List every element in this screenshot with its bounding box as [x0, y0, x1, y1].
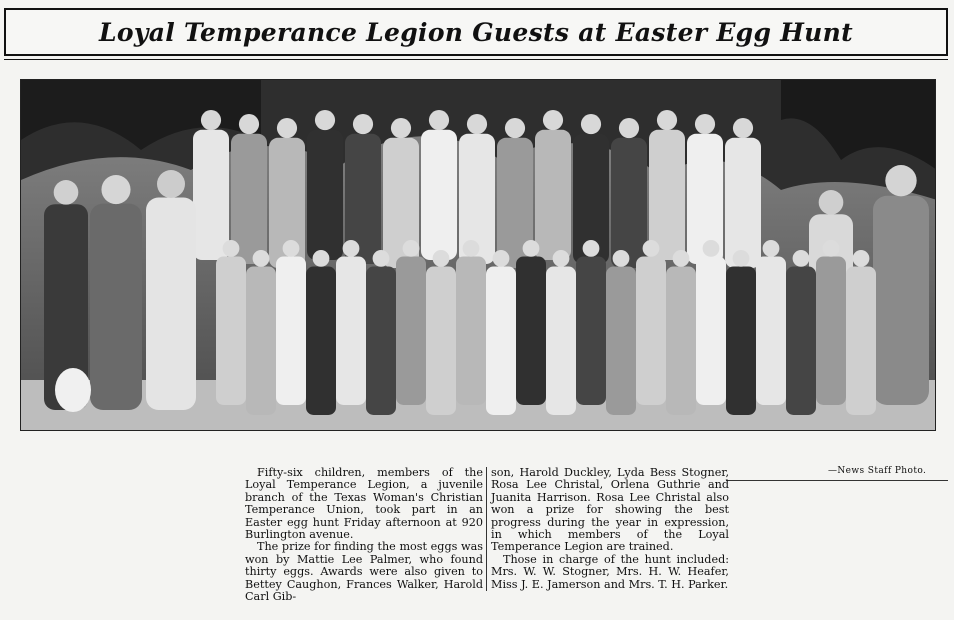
- headline: Loyal Temperance Legion Guests at Easter Egg Hunt: [99, 17, 853, 47]
- photo-figure: [456, 240, 486, 405]
- photo-figure: [306, 250, 336, 415]
- photo-figure: [696, 240, 726, 405]
- photo-figure: [649, 110, 685, 260]
- photo-figure: [426, 250, 456, 415]
- article-paragraph: Fifty-six children, members of the Loyal Temperance Legion, a juvenile branch of the Texas Woman's Christian Temperance Union, took part in an Easter egg hunt Friday afternoon at 920 Burlington avenue.: [245, 466, 483, 542]
- photo-figure: [816, 240, 846, 405]
- group-photo: [20, 79, 936, 431]
- group-photo-illustration: [21, 80, 936, 431]
- photo-figure: [666, 250, 696, 415]
- photo-figure: [786, 250, 816, 415]
- photo-figure: [726, 250, 756, 415]
- photo-figure: [336, 240, 366, 405]
- photo-figure: [486, 250, 516, 415]
- photo-figure: [459, 114, 495, 264]
- article-paragraph: Those in charge of the hunt included: Mrs. W. W. Stogner, Mrs. H. W. Heafer, Miss J. E. Jamerson and Mrs. T. H. Parker.: [491, 552, 729, 591]
- photo-figure: [421, 110, 457, 260]
- photo-figure: [307, 110, 343, 260]
- photo-credit: —News Staff Photo.: [828, 466, 927, 476]
- photo-figure: [366, 250, 396, 415]
- photo-figure: [687, 114, 723, 264]
- photo-figure: [756, 240, 786, 405]
- photo-figure: [611, 118, 647, 268]
- photo-figure: [193, 110, 229, 260]
- photo-figure: [276, 240, 306, 405]
- photo-figure: [546, 250, 576, 415]
- photo-dog: [55, 368, 91, 412]
- photo-figure: [535, 110, 571, 260]
- photo-figure: [576, 240, 606, 405]
- photo-figure: [725, 118, 761, 268]
- photo-figure: [606, 250, 636, 415]
- photo-figure: [636, 240, 666, 405]
- article-paragraph: The prize for finding the most eggs was won by Mattie Lee Palmer, who found thirty eggs. Awards were also given to Bettey Caughon, Frances Walker, Harold Carl Gib-: [245, 540, 483, 604]
- photo-figure: [846, 250, 876, 415]
- photo-figure: [146, 170, 196, 410]
- headline-banner: [4, 8, 948, 56]
- article-column-2: [486, 467, 729, 591]
- photo-figure: [246, 250, 276, 415]
- photo-figure: [396, 240, 426, 405]
- divider-rule: [726, 480, 948, 481]
- photo-figure: [516, 240, 546, 405]
- photo-figure: [231, 114, 267, 264]
- photo-figure: [90, 175, 142, 410]
- photo-figure: [216, 240, 246, 405]
- article-column-1: [245, 467, 483, 603]
- article-paragraph: son, Harold Duckley, Lyda Bess Stogner, Rosa Lee Christal, Orlena Guthrie and Juanita Harrison. Rosa Lee Christal also won a prize for showing the best progress during the year in expression, in which members of the Loyal Temperance Legion are trained.: [491, 466, 729, 554]
- photo-figure: [873, 165, 929, 405]
